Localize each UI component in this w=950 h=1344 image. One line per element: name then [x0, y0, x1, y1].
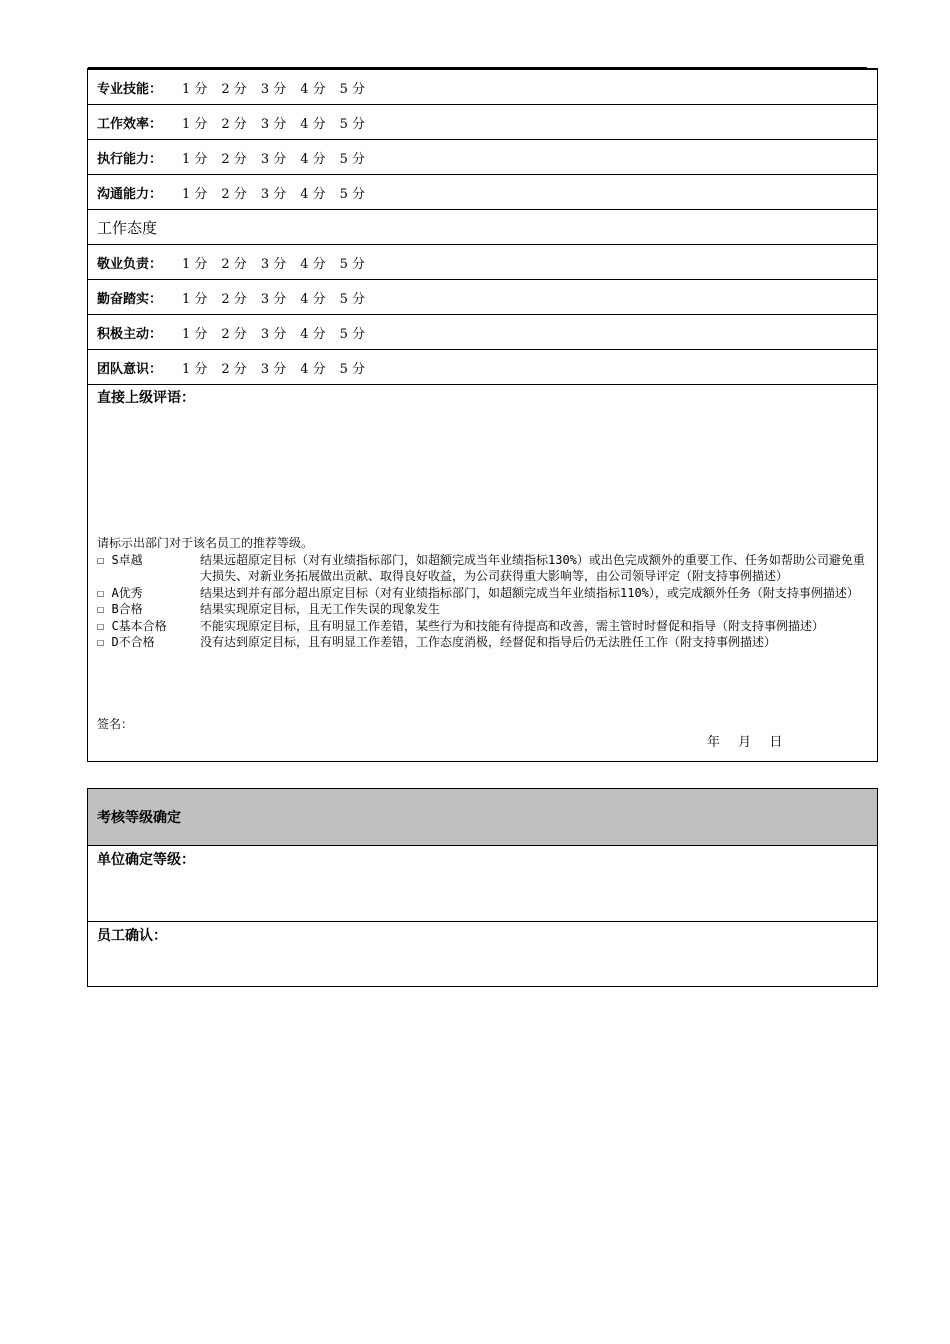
date-line	[707, 731, 796, 750]
score-row	[88, 175, 877, 210]
score-row-label: 团队意识：	[97, 361, 163, 377]
assessment-form	[87, 788, 878, 987]
score-option-3[interactable]: 3 分	[260, 326, 287, 342]
date-year: 年	[707, 735, 721, 750]
score-option-1[interactable]: 1 分	[182, 186, 208, 202]
score-row	[88, 140, 877, 175]
score-option-2[interactable]: 2 分	[221, 151, 247, 167]
level-name: ☐ A优秀	[97, 585, 143, 600]
score-option-5[interactable]: 5 分	[339, 186, 366, 202]
score-option-2[interactable]: 2 分	[221, 256, 247, 272]
recommendation-levels	[97, 535, 872, 651]
score-option-4[interactable]: 4 分	[300, 361, 326, 377]
level-description: 结果远超原定目标（对有业绩指标部门，如超额完成当年业绩指标130%）或出色完成额外的重要工作、任务如帮助公司避免重大损失、对新业务拓展做出贡献、取得良好收益，为公司获得重大影响等，由公司领导评定（附支持事例描述）	[200, 552, 865, 583]
level-description: 结果达到并有部分超出原定目标（对有业绩指标部门，如超额完成当年业绩指标110%），或完成额外任务（附支持事例描述）	[200, 585, 859, 600]
score-option-3[interactable]: 3 分	[260, 81, 287, 97]
score-row-label: 敬业负责：	[97, 256, 163, 272]
level-option[interactable]	[97, 618, 872, 635]
level-name: ☐ C基本合格	[97, 618, 167, 633]
attitude-section-header	[88, 210, 877, 245]
score-option-2[interactable]: 2 分	[221, 361, 247, 377]
score-option-4[interactable]: 4 分	[300, 116, 326, 132]
employee-confirm-label: 员工确认：	[97, 928, 167, 944]
level-option[interactable]	[97, 552, 872, 585]
score-option-4[interactable]: 4 分	[300, 151, 326, 167]
score-row	[88, 315, 877, 350]
score-row	[88, 280, 877, 315]
level-option[interactable]	[97, 585, 872, 602]
score-row-label: 沟通能力：	[97, 186, 163, 202]
signature-label: 签名：	[97, 717, 134, 731]
score-option-5[interactable]: 5 分	[339, 151, 366, 167]
unit-level-field[interactable]	[88, 846, 877, 922]
employee-confirm-field[interactable]	[88, 922, 877, 986]
score-option-1[interactable]: 1 分	[182, 291, 208, 307]
score-option-1[interactable]: 1 分	[182, 116, 208, 132]
score-option-2[interactable]: 2 分	[221, 81, 247, 97]
date-day: 日	[769, 735, 783, 750]
level-option[interactable]	[97, 601, 872, 618]
score-option-4[interactable]: 4 分	[300, 186, 326, 202]
score-option-5[interactable]: 5 分	[339, 81, 366, 97]
score-option-4[interactable]: 4 分	[300, 326, 326, 342]
score-option-5[interactable]: 5 分	[339, 291, 366, 307]
assessment-header: 考核等级确定	[88, 789, 877, 846]
score-option-3[interactable]: 3 分	[260, 291, 287, 307]
score-option-1[interactable]: 1 分	[182, 81, 208, 97]
score-option-2[interactable]: 2 分	[221, 291, 247, 307]
score-option-2[interactable]: 2 分	[221, 326, 247, 342]
score-option-5[interactable]: 5 分	[339, 116, 366, 132]
score-row	[88, 350, 877, 385]
score-option-2[interactable]: 2 分	[221, 116, 247, 132]
levels-prompt: 请标示出部门对于该名员工的推荐等级。	[97, 536, 314, 550]
score-option-4[interactable]: 4 分	[300, 256, 326, 272]
level-name: ☐ D不合格	[97, 635, 155, 649]
score-row-label: 积极主动：	[97, 326, 163, 342]
supervisor-comment-box[interactable]	[88, 385, 877, 761]
score-option-5[interactable]: 5 分	[339, 326, 366, 342]
score-row	[88, 105, 877, 140]
score-option-5[interactable]: 5 分	[339, 256, 366, 272]
score-option-4[interactable]: 4 分	[300, 81, 326, 97]
level-description: 不能实现原定目标，且有明显工作差错，某些行为和技能有待提高和改善，需主管时时督促和指导（附支持事例描述）	[200, 618, 825, 633]
evaluation-form	[87, 68, 878, 762]
unit-level-label: 单位确定等级：	[97, 852, 195, 868]
attitude-section-title: 工作态度	[97, 218, 158, 237]
score-option-1[interactable]: 1 分	[182, 151, 208, 167]
score-row	[88, 70, 877, 105]
score-row-label: 执行能力：	[97, 151, 163, 167]
score-option-3[interactable]: 3 分	[260, 361, 287, 377]
score-row	[88, 245, 877, 280]
score-option-1[interactable]: 1 分	[182, 361, 208, 377]
level-description: 结果实现原定目标，且无工作失误的现象发生	[200, 602, 441, 616]
score-option-3[interactable]: 3 分	[260, 256, 287, 272]
score-option-5[interactable]: 5 分	[339, 361, 366, 377]
date-month: 月	[738, 735, 752, 750]
score-option-2[interactable]: 2 分	[221, 186, 247, 202]
attitude-rows	[88, 245, 877, 385]
comment-title: 直接上级评语：	[97, 390, 195, 406]
score-option-3[interactable]: 3 分	[260, 151, 287, 167]
score-row-label: 专业技能：	[97, 81, 163, 97]
score-option-3[interactable]: 3 分	[260, 186, 287, 202]
level-option[interactable]	[97, 634, 872, 651]
ability-rows	[88, 70, 877, 210]
level-name: ☐ S卓越	[97, 552, 143, 567]
score-row-label: 工作效率：	[97, 116, 163, 132]
score-option-1[interactable]: 1 分	[182, 326, 208, 342]
score-option-4[interactable]: 4 分	[300, 291, 326, 307]
level-name: ☐ B合格	[97, 602, 143, 616]
score-option-3[interactable]: 3 分	[260, 116, 287, 132]
level-description: 没有达到原定目标，且有明显工作差错，工作态度消极，经督促和指导后仍无法胜任工作（附支持事例描述）	[200, 635, 777, 649]
score-option-1[interactable]: 1 分	[182, 256, 208, 272]
score-row-label: 勤奋踏实：	[97, 291, 163, 307]
